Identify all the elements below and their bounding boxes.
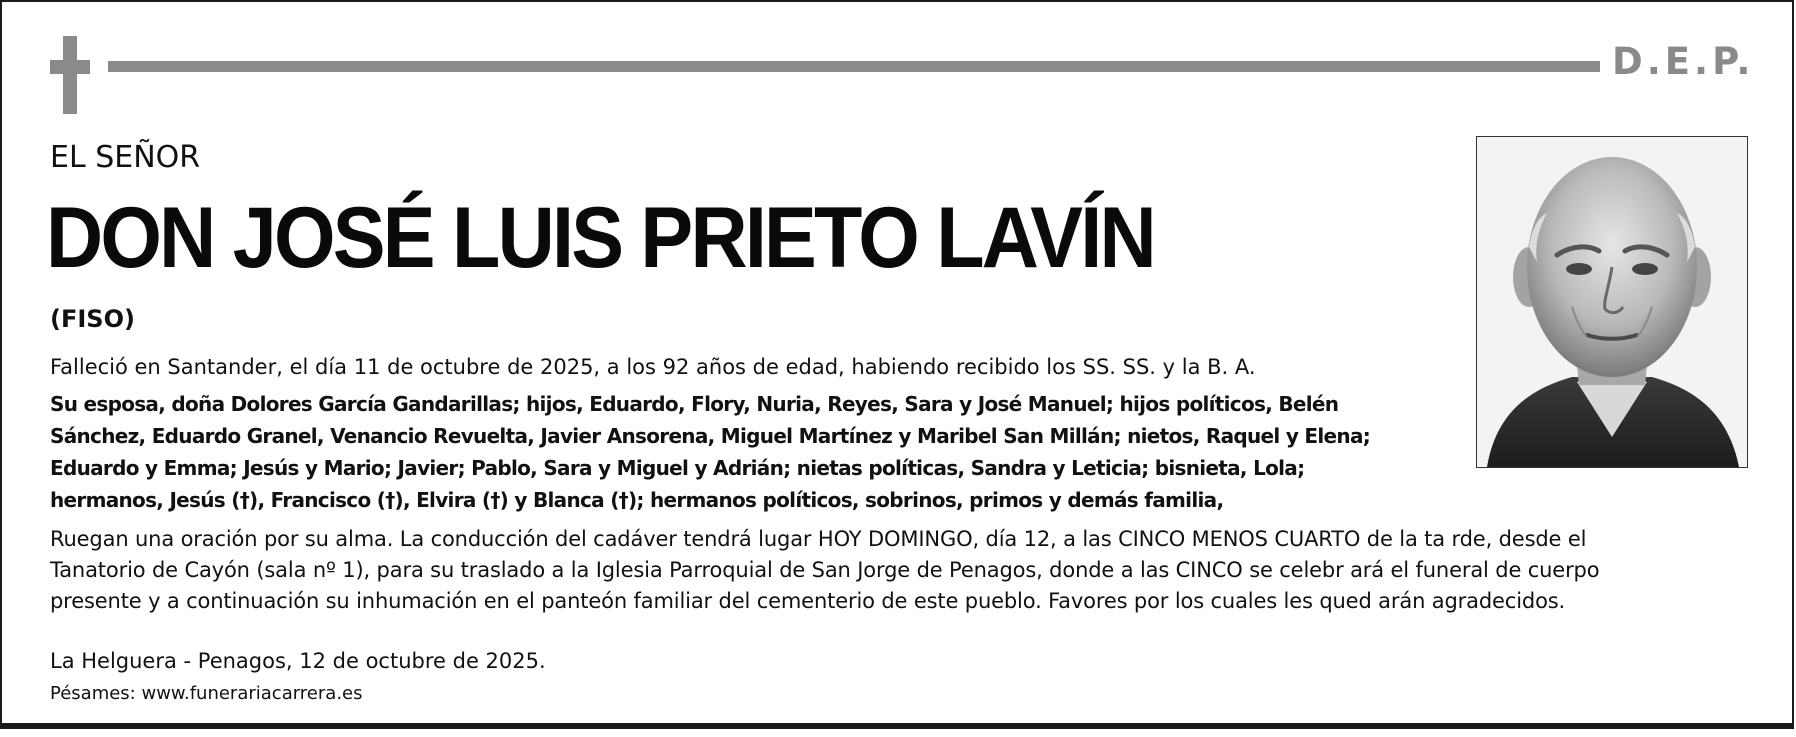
- header-rule: [108, 61, 1600, 72]
- family-line: Sánchez, Eduardo Granel, Venancio Revuelta, Javier Ansorena, Miguel Martínez y Maribel San Millán; nietos, Raquel y Elena;: [50, 424, 1371, 448]
- family-line: hermanos, Jesús (†), Francisco (†), Elvira (†) y Blanca (†); hermanos políticos, sobrinos, primos y demás familia,: [50, 488, 1224, 512]
- place-and-date: La Helguera - Penagos, 12 de octubre de 2025.: [50, 649, 546, 673]
- family-list: [50, 388, 1460, 516]
- intro-title: EL SEÑOR: [50, 140, 201, 175]
- service-line: Ruegan una oración por su alma. La conducción del cadáver tendrá lugar HOY DOMINGO, día 12, a las CINCO MENOS CUARTO de la ta rde, desde el: [50, 527, 1587, 551]
- portrait-photo: [1476, 136, 1748, 468]
- service-line: presente y a continuación su inhumación en el panteón familiar del cementerio de este pueblo. Favores por los cuales les qued arán agradecidos.: [50, 589, 1566, 613]
- dep-label: D.E.P.: [1612, 40, 1755, 83]
- nickname: (FISO): [50, 305, 135, 333]
- condolences-link[interactable]: Pésames: www.funerariacarrera.es: [50, 683, 363, 704]
- death-announcement: Falleció en Santander, el día 11 de octubre de 2025, a los 92 años de edad, habiendo recibido los SS. SS. y la B. A.: [50, 355, 1256, 379]
- service-line: Tanatorio de Cayón (sala nº 1), para su traslado a la Iglesia Parroquial de San Jorge de Penagos, donde a las CINCO se celebr ará el funeral de cuerpo: [50, 558, 1600, 582]
- deceased-name: DON JOSÉ LUIS PRIETO LAVÍN: [46, 190, 1154, 286]
- service-details: [50, 524, 1750, 617]
- family-line: Eduardo y Emma; Jesús y Mario; Javier; Pablo, Sara y Miguel y Adrián; nietas políticas, Sandra y Leticia; bisnieta, Lola;: [50, 456, 1305, 480]
- family-line: Su esposa, doña Dolores García Gandarillas; hijos, Eduardo, Flory, Nuria, Reyes, Sara y José Manuel; hijos políticos, Belén: [50, 392, 1339, 416]
- cross-icon: [50, 36, 90, 114]
